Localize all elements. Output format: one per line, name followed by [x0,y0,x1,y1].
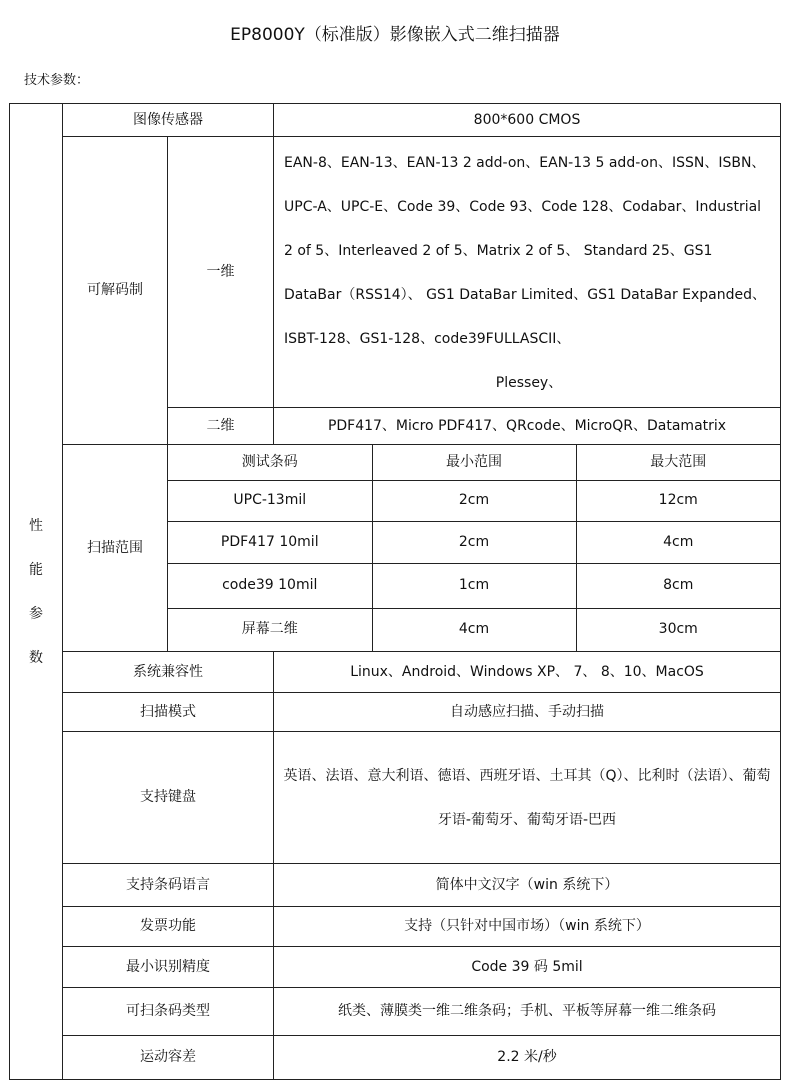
group-label-char: 参 [29,605,43,622]
row-compat [10,652,781,693]
value-sensor: 800*600 CMOS [274,104,781,137]
cell-min-range: 2cm [372,521,576,563]
scan-range-table [168,445,780,651]
row-scan-range [10,445,781,652]
label-sensor: 图像传感器 [63,104,274,137]
value-2d: PDF417、Micro PDF417、QRcode、MicroQR、Datamatrix [274,408,781,445]
label-invoice: 发票功能 [63,907,274,947]
section-subtitle: 技术参数： [24,73,90,88]
group-label-performance [10,104,63,1080]
label-scan-range: 扫描范围 [63,445,168,652]
cell-min-range: 1cm [372,563,576,608]
group-label-char: 性 [29,517,43,534]
cell-barcode: PDF417 10mil [168,521,372,563]
table-row [168,521,780,563]
value-motion: 2.2 米/秒 [274,1036,781,1080]
row-scan-mode [10,693,781,732]
label-min-precision: 最小识别精度 [63,947,274,988]
row-codes-1d [10,137,781,408]
label-motion: 运动容差 [63,1036,274,1080]
table-row [168,608,780,651]
group-label-char: 能 [29,561,43,578]
table-row [168,563,780,608]
cell-max-range: 4cm [576,521,780,563]
cell-min-range: 4cm [372,608,576,651]
label-compat: 系统兼容性 [63,652,274,693]
scan-range-table-cell [168,445,781,652]
value-scan-mode: 自动感应扫描、手动扫描 [274,693,781,732]
label-1d: 一维 [168,137,274,408]
codes-1d-list: EAN-8、EAN-13、EAN-13 2 add-on、EAN-13 5 add-on、ISSN、ISBN、UPC-A、UPC-E、Code 39、Code 93、Code 128、Codabar、Industrial 2 of 5、Interleaved 2 of 5、Matrix 2 of 5、 Standard 25、GS1 DataBar（RSS14）、 GS1 DataBar Limited、GS1 DataBar Expanded、 ISBT-128、GS1-128、code39FULLASCII、 [284,155,767,347]
scan-range-header-row [168,445,780,480]
cell-barcode: UPC-13mil [168,480,372,521]
codes-1d-last: Plessey、 [495,375,563,391]
label-scan-mode: 扫描模式 [63,693,274,732]
cell-barcode: code39 10mil [168,563,372,608]
cell-min-range: 2cm [372,480,576,521]
label-keyboard: 支持键盘 [63,732,274,864]
value-scan-types: 纸类、薄膜类一维二维条码；手机、平板等屏幕一维二维条码 [274,988,781,1036]
value-keyboard: 英语、法语、意大利语、德语、西班牙语、土耳其（Q）、比利时（法语）、葡萄牙语-葡萄牙、葡萄牙语-巴西 [274,732,781,864]
value-barcode-lang: 简体中文汉字（win 系统下） [274,864,781,907]
row-invoice [10,907,781,947]
table-row [168,480,780,521]
column-header: 最大范围 [576,445,780,480]
cell-max-range: 30cm [576,608,780,651]
row-motion [10,1036,781,1080]
value-min-precision: Code 39 码 5mil [274,947,781,988]
label-barcode-lang: 支持条码语言 [63,864,274,907]
cell-max-range: 12cm [576,480,780,521]
cell-barcode: 屏幕二维 [168,608,372,651]
row-scan-types [10,988,781,1036]
row-sensor [10,104,781,137]
label-2d: 二维 [168,408,274,445]
column-header: 测试条码 [168,445,372,480]
value-compat: Linux、Android、Windows XP、 7、 8、10、MacOS [274,652,781,693]
page-title: EP8000Y（标准版）影像嵌入式二维扫描器 [230,25,560,45]
row-keyboard [10,732,781,864]
cell-max-range: 8cm [576,563,780,608]
label-codes: 可解码制 [63,137,168,445]
value-1d [274,137,781,408]
column-header: 最小范围 [372,445,576,480]
group-label-char: 数 [29,649,43,666]
value-invoice: 支持（只针对中国市场）（win 系统下） [274,907,781,947]
row-barcode-lang [10,864,781,907]
spec-table [9,103,781,1080]
row-min-precision [10,947,781,988]
label-scan-types: 可扫条码类型 [63,988,274,1036]
